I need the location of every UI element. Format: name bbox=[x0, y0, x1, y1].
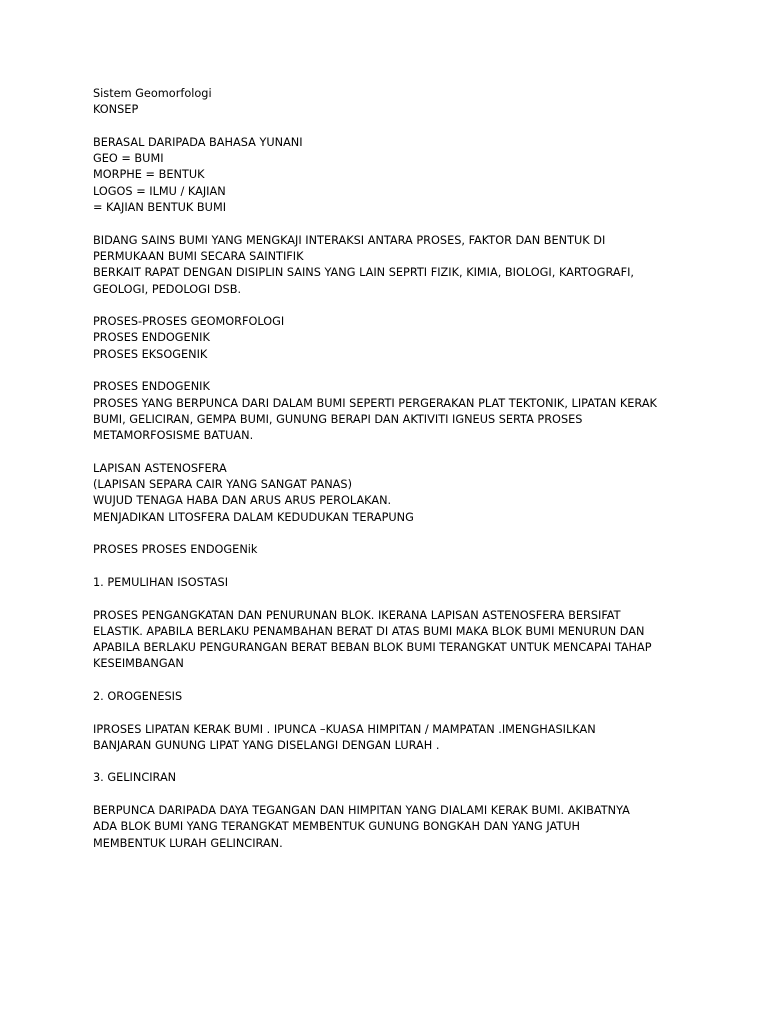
paragraph bbox=[93, 575, 713, 591]
text-line: LOGOS = ILMU / KAJIAN bbox=[93, 184, 226, 198]
text-line: PROSES EKSOGENIK bbox=[93, 347, 208, 361]
text-line: 2. OROGENESIS bbox=[93, 689, 183, 703]
paragraph bbox=[93, 542, 713, 558]
document-body bbox=[93, 86, 713, 868]
text-line: BIDANG SAINS BUMI YANG MENGKAJI INTERAKSI ANTARA PROSES, FAKTOR DAN BENTUK DI bbox=[93, 233, 606, 247]
paragraph bbox=[93, 135, 713, 216]
document-title: Sistem Geomorfologi bbox=[93, 87, 212, 100]
text-line: BERASAL DARIPADA BAHASA YUNANI bbox=[93, 135, 303, 149]
text-line: = KAJIAN BENTUK BUMI bbox=[93, 201, 227, 215]
text-line: 1. PEMULIHAN ISOSTASI bbox=[93, 575, 229, 589]
text-line: APABILA BERLAKU PENGURANGAN BERAT BEBAN BLOK BUMI TERANGKAT UNTUK MENCAPAI TAHAP bbox=[93, 641, 652, 655]
paragraph bbox=[93, 722, 713, 755]
text-line: 3. GELINCIRAN bbox=[93, 771, 177, 785]
text-line: PERMUKAAN BUMI SECARA SAINTIFIK bbox=[93, 249, 304, 263]
text-line: PROSES PENGANGKATAN DAN PENURUNAN BLOK. IKERANA LAPISAN ASTENOSFERA BERSIFAT bbox=[93, 608, 621, 622]
text-line: (LAPISAN SEPARA CAIR YANG SANGAT PANAS) bbox=[93, 478, 352, 492]
text-line: KONSEP bbox=[93, 103, 139, 117]
text-line: MORPHE = BENTUK bbox=[93, 168, 205, 182]
text-line: GEOLOGI, PEDOLOGI DSB. bbox=[93, 282, 242, 296]
paragraph bbox=[93, 233, 713, 298]
text-line: KESEIMBANGAN bbox=[93, 657, 184, 671]
text-line: WUJUD TENAGA HABA DAN ARUS ARUS PEROLAKAN. bbox=[93, 494, 392, 508]
text-line: PROSES-PROSES GEOMORFOLOGI bbox=[93, 315, 285, 329]
text-line: BUMI, GELICIRAN, GEMPA BUMI, GUNUNG BERAPI DAN AKTIVITI IGNEUS SERTA PROSES bbox=[93, 412, 583, 426]
text-line: BERPUNCA DARIPADA DAYA TEGANGAN DAN HIMPITAN YANG DIALAMI KERAK BUMI. AKIBATNYA bbox=[93, 804, 630, 818]
paragraph bbox=[93, 689, 713, 705]
text-line: BERKAIT RAPAT DENGAN DISIPLIN SAINS YANG LAIN SEPRTI FIZIK, KIMIA, BIOLOGI, KARTOGRAFI, bbox=[93, 266, 634, 280]
text-line: PROSES ENDOGENIK bbox=[93, 380, 210, 394]
paragraph bbox=[93, 608, 713, 673]
paragraph bbox=[93, 770, 713, 786]
text-line: MENJADIKAN LITOSFERA DALAM KEDUDUKAN TERAPUNG bbox=[93, 510, 414, 524]
text-line: MEMBENTUK LURAH GELINCIRAN. bbox=[93, 836, 283, 850]
text-line: ELASTIK. APABILA BERLAKU PENAMBAHAN BERAT DI ATAS BUMI MAKA BLOK BUMI MENURUN DAN bbox=[93, 624, 645, 638]
text-line: PROSES ENDOGENIK bbox=[93, 331, 210, 345]
text-line: PROSES PROSES ENDOGENik bbox=[93, 543, 258, 557]
paragraph bbox=[93, 379, 713, 444]
paragraph bbox=[93, 461, 713, 526]
text-line: ADA BLOK BUMI YANG TERANGKAT MEMBENTUK GUNUNG BONGKAH DAN YANG JATUH bbox=[93, 820, 581, 834]
text-line: IPROSES LIPATAN KERAK BUMI . IPUNCA –KUASA HIMPITAN / MAMPATAN .IMENGHASILKAN bbox=[93, 722, 596, 736]
text-line: LAPISAN ASTENOSFERA bbox=[93, 461, 227, 475]
text-line: BANJARAN GUNUNG LIPAT YANG DISELANGI DENGAN LURAH . bbox=[93, 738, 440, 752]
paragraph bbox=[93, 102, 713, 118]
text-line: PROSES YANG BERPUNCA DARI DALAM BUMI SEPERTI PERGERAKAN PLAT TEKTONIK, LIPATAN KERAK bbox=[93, 396, 657, 410]
text-line: METAMORFOSISME BATUAN. bbox=[93, 429, 254, 443]
text-line: GEO = BUMI bbox=[93, 152, 164, 166]
paragraph bbox=[93, 314, 713, 363]
paragraph bbox=[93, 803, 713, 852]
document-paragraphs bbox=[93, 102, 713, 852]
